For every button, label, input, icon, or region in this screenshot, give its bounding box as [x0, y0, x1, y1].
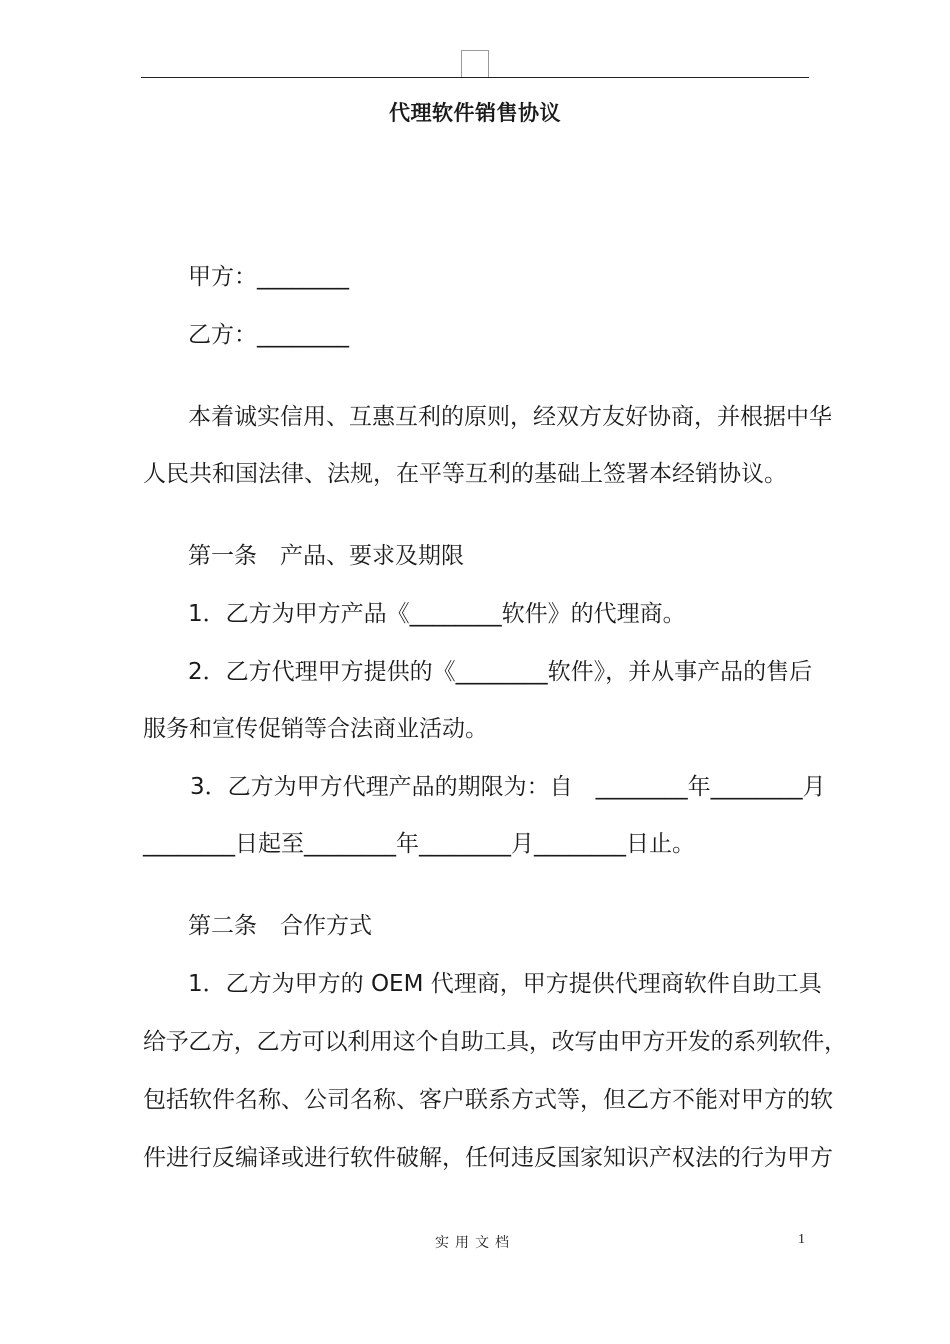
article-2-item-1-line-3: 包括软件名称、公司名称、客户联系方式等，但乙方不能对甲方的软	[143, 1087, 833, 1113]
article-1-item-3-line-1: 3．乙方为甲方代理产品的期限为：自 ________年________月	[190, 774, 826, 800]
header-rule	[141, 77, 809, 78]
document-title: 代理软件销售协议	[389, 101, 561, 125]
page-number: 1	[798, 1232, 805, 1247]
article-1-heading: 第一条 产品、要求及期限	[188, 543, 464, 569]
preamble-line-1: 本着诚实信用、互惠互利的原则，经双方友好协商，并根据中华	[188, 404, 832, 430]
article-2-item-1-line-4: 件进行反编译或进行软件破解，任何违反国家知识产权法的行为甲方	[143, 1145, 833, 1171]
article-1-item-2-line-1: 2．乙方代理甲方提供的《________软件》，并从事产品的售后	[188, 659, 813, 685]
article-1-item-2-line-2: 服务和宣传促销等合法商业活动。	[143, 716, 488, 742]
article-1-item-3-line-2: ________日起至________年________月________日止。	[143, 831, 695, 857]
party-a-line: 甲方：________	[188, 264, 349, 290]
footer-label: 实用文档	[435, 1235, 515, 1251]
article-2-item-1-line-1: 1．乙方为甲方的 OEM 代理商，甲方提供代理商软件自助工具	[188, 971, 822, 997]
article-2-heading: 第二条 合作方式	[188, 913, 372, 939]
header-box	[461, 50, 489, 77]
party-b-line: 乙方：________	[188, 322, 349, 348]
preamble-line-2: 人民共和国法律、法规，在平等互利的基础上签署本经销协议。	[143, 461, 787, 487]
article-2-item-1-line-2: 给予乙方，乙方可以利用这个自助工具，改写由甲方开发的系列软件，	[143, 1029, 847, 1055]
article-1-item-1: 1．乙方为甲方产品《________软件》的代理商。	[188, 601, 686, 627]
